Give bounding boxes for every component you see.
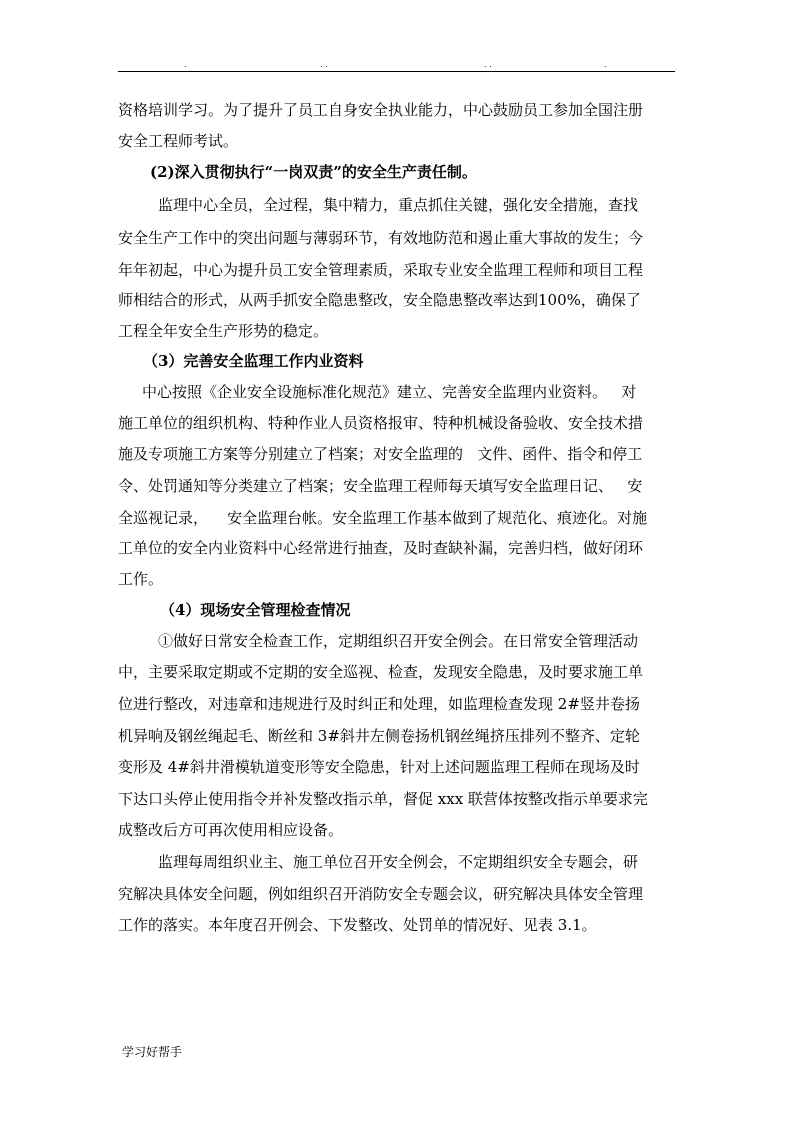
text-line: 下达口头停止使用指令并补发整改指示单，督促 xxx 联营体按整改指示单要求完 [118, 790, 648, 808]
text-line: 究解决具体安全问题，例如组织召开消防安全专题会议，研究解决具体安全管理 [118, 885, 644, 903]
text-line: ①做好日常安全检查工作，定期组织召开安全例会。在日常安全管理活动 [158, 632, 639, 650]
text-line: 施工单位的组织机构、特种作业人员资格报审、特种机械设备验收、安全技术措 [118, 414, 644, 432]
header-dot-1: . [184, 60, 187, 69]
text-line: 中心按照《企业安全设施标准化规范》建立、完善安全监理内业资料。 对 [142, 383, 637, 401]
text-line: 资格培训学习。为了提升了员工自身安全执业能力，中心鼓励员工参加全国注册 [118, 101, 644, 119]
text-line: 监理中心全员，全过程，集中精力，重点抓住关键，强化安全措施，查找 [158, 196, 639, 214]
section-heading: （4）现场安全管理检查情况 [160, 601, 351, 619]
text-line: 师相结合的形式，从两手抓安全隐患整改，安全隐患整改率达到100%，确保了 [118, 291, 641, 309]
text-line: 年年初起，中心为提升员工安全管理素质，采取专业安全监理工程师和项目工程 [118, 261, 644, 279]
section-heading: (2)深入贯彻执行“一岗双责”的安全生产责任制。 [150, 163, 477, 181]
text-line: 工作的落实。本年度召开例会、下发整改、处罚单的情况好、见表 3.1。 [118, 916, 597, 934]
text-line: 中，主要采取定期或不定期的安全巡视、检查，发现安全隐患，及时要求施工单 [118, 663, 644, 681]
header-dot-2: . . [320, 60, 328, 69]
text-line: 工单位的安全内业资料中心经常进行抽查，及时查缺补漏，完善归档，做好闭环 [118, 539, 644, 557]
text-line: 工作。 [118, 570, 164, 588]
text-line: 工程全年安全生产形势的稳定。 [118, 322, 329, 340]
header-dot-3: . . [484, 60, 492, 69]
text-line: 成整改后方可再次使用相应设备。 [118, 821, 344, 839]
text-line: 全巡视记录， 安全监理台帐。安全监理工作基本做到了规范化、痕迹化。对施 [118, 509, 648, 527]
text-line: 令、处罚通知等分类建立了档案；安全监理工程师每天填写安全监理日记、 安 [118, 477, 643, 495]
text-line: 安全生产工作中的突出问题与薄弱环节，有效地防范和遏止重大事故的发生；今 [118, 229, 644, 247]
section-heading: （3）完善安全监理工作内业资料 [143, 352, 364, 370]
text-line: 施及专项施工方案等分别建立了档案；对安全监理的 文件、函件、指令和停工 [118, 445, 643, 463]
text-line: 变形及 4#斜井滑模轨道变形等安全隐患，针对上述问题监理工程师在现场及时 [118, 758, 640, 776]
header-dot-4: . [604, 60, 607, 69]
text-line: 监理每周组织业主、施工单位召开安全例会，不定期组织安全专题会，研 [158, 853, 639, 871]
footer-label: 学习好帮手 [122, 1045, 183, 1059]
text-line: 机异响及钢丝绳起毛、断丝和 3#斜井左侧卷扬机钢丝绳挤压排列不整齐、定轮 [118, 727, 640, 745]
text-line: 安全工程师考试。 [118, 132, 239, 150]
text-line: 位进行整改，对违章和违规进行及时纠正和处理，如监理检查发现 2#竖井卷扬 [118, 695, 640, 713]
header-rule [118, 71, 675, 72]
